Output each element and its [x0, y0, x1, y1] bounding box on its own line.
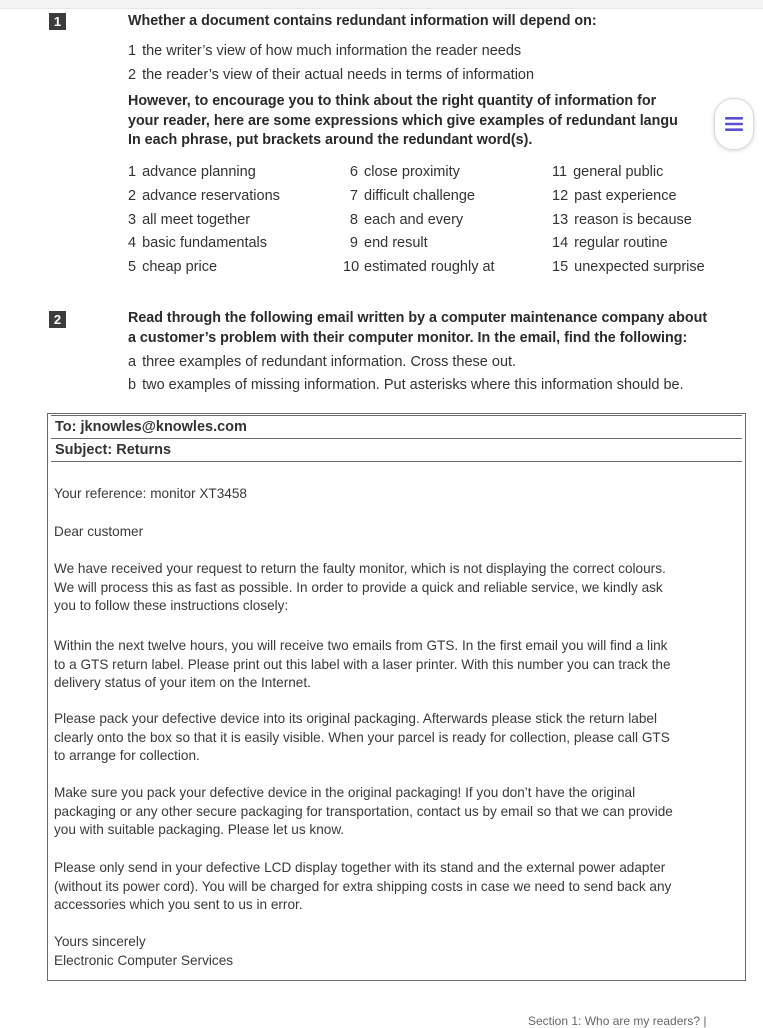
exercise-intro: Whether a document contains redundant information will depend on: — [128, 13, 597, 29]
list-item: 6 close proximity — [349, 164, 460, 180]
email-paragraph: Please pack your defective device into its original packaging. Afterwards please stick the return label clearly onto the box so that it is easily visible. When your parcel is ready for collection, please call GTS to arrange for collection. — [54, 711, 670, 764]
list-item: 5 cheap price — [128, 259, 218, 276]
email-paragraph: Within the next twelve hours, you will receive two emails from GTS. In the first email you will find a link to a GTS return label. Please print out this label with a laser printer. With this number you can track the delivery status of your item on the Internet. — [54, 638, 671, 691]
email-to-field: To: jknowles@knowles.com — [51, 415, 742, 439]
task-list — [128, 351, 684, 397]
expressions-column-1 — [128, 161, 280, 280]
email-subject-field: Subject: Returns — [51, 439, 742, 462]
scroll-menu-button[interactable] — [714, 98, 754, 150]
list-item: b two examples of missing information. Put asterisks where this information should be. — [128, 377, 684, 393]
list-item: 11 general public — [552, 164, 664, 180]
list-item: 8 each and every — [349, 211, 464, 228]
email-reference: Your reference: monitor XT3458 — [54, 486, 247, 501]
expressions-column-3 — [552, 161, 705, 280]
list-item: 14 regular routine — [552, 235, 668, 252]
list-item: a three examples of redundant information. Cross these out. — [128, 354, 517, 370]
email-paragraph: We have received your request to return the faulty monitor, which is not displaying the correct colours. We will process this as fast as possible. In order to provide a quick and reliable service, we kindly ask you to follow these instructions closely: — [54, 561, 666, 614]
email-box — [47, 413, 746, 981]
exercise-instructions: However, to encourage you to think about the right quantity of information for your reader, here are some expressions which give examples of redundant langu In each phrase, put brackets around the redundant word(s). — [128, 93, 678, 148]
list-item: 2 advance reservations — [128, 187, 280, 204]
list-item: 15 unexpected surprise — [552, 259, 705, 276]
page-footer: Section 1: Who are my readers? | — [528, 1014, 707, 1028]
dependency-list — [128, 41, 534, 85]
list-item: 4 basic fundamentals — [128, 235, 268, 252]
exercise-number-badge: 2 — [49, 311, 66, 328]
email-paragraph: Please only send in your defective LCD display together with its stand and the external power adapter (without its power cord). You will be charged for extra shipping costs in case we need to send back any accessories which you sent to us in error. — [54, 860, 672, 913]
list-item: 3 all meet together — [128, 211, 251, 228]
list-item: 9 end result — [349, 235, 428, 252]
list-item: 13 reason is because — [552, 211, 692, 228]
list-item: 1 advance planning — [128, 164, 256, 180]
email-greeting: Dear customer — [54, 524, 144, 539]
list-item: 12 past experience — [552, 187, 677, 204]
list-item: 1 the writer’s view of how much information the reader needs — [128, 43, 522, 59]
exercise-number-badge: 1 — [49, 13, 66, 30]
email-signature: Electronic Computer Services — [54, 952, 234, 968]
email-closing: Yours sincerely Electronic Computer Services — [54, 933, 744, 970]
list-item: 10 estimated roughly at — [343, 259, 495, 276]
list-item: 2 the reader’s view of their actual needs in terms of information — [128, 67, 535, 83]
email-paragraph: Make sure you pack your defective device in the original packaging! If you don’t have the original packaging or any other secure packaging for transportation, contact us by email so that we can provide you with suitable packaging. Please let us know. — [54, 785, 673, 838]
list-item: 7 difficult challenge — [349, 187, 475, 204]
top-border — [0, 0, 763, 9]
exercise-instructions: Read through the following email written by a computer maintenance company about a customer’s problem with their computer monitor. In the email, find the following: — [128, 310, 708, 346]
expressions-column-2 — [343, 161, 495, 280]
hamburger-menu-icon — [725, 116, 743, 132]
